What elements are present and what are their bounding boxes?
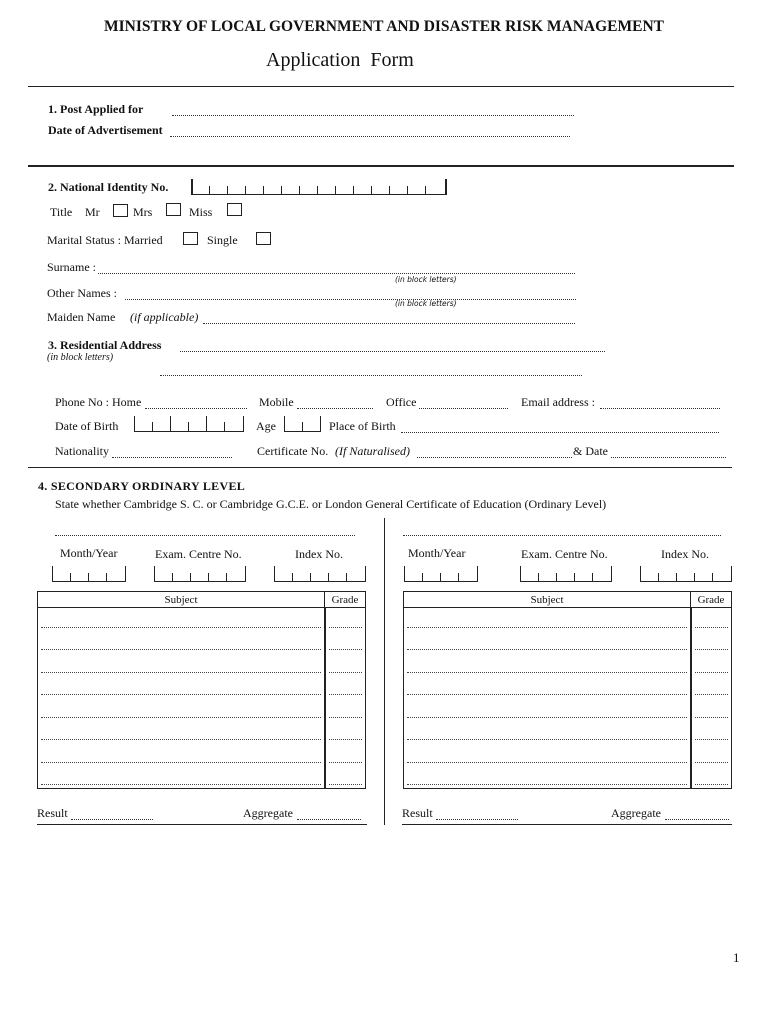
page-number: 1: [733, 950, 740, 965]
date-label: & Date: [573, 444, 608, 458]
exam-instruction: State whether Cambridge S. C. or Cambridge G.C.E. or London General Certificate of Education (Ordinary Level): [55, 497, 607, 511]
residential-address-field-2[interactable]: [160, 364, 582, 376]
post-applied-field[interactable]: [172, 104, 574, 116]
exam-centre-field-right[interactable]: [520, 566, 612, 582]
grade-cell[interactable]: [691, 743, 732, 766]
grade-cell[interactable]: [691, 766, 732, 789]
phone-home-label: Phone No : Home: [55, 395, 142, 409]
result-label: Result: [37, 806, 68, 820]
subject-cell[interactable]: [38, 653, 325, 676]
if-naturalised-note: (If Naturalised): [335, 444, 410, 458]
subject-cell[interactable]: [38, 608, 325, 631]
aggregate-label: Aggregate: [243, 806, 293, 820]
grade-cell[interactable]: [325, 608, 366, 631]
grade-cell[interactable]: [325, 721, 366, 744]
divider: [37, 824, 367, 825]
grade-header: Grade: [691, 592, 732, 608]
month-year-label: Month/Year: [408, 546, 466, 560]
divider: [28, 86, 734, 87]
office-label: Office: [386, 395, 417, 409]
subject-cell[interactable]: [38, 743, 325, 766]
date-advertisement-label: Date of Advertisement: [48, 123, 163, 137]
exam-type-field-right[interactable]: [403, 524, 721, 536]
grade-cell[interactable]: [691, 698, 732, 721]
maiden-name-label: Maiden Name: [47, 310, 116, 324]
married-checkbox[interactable]: [183, 232, 198, 245]
subject-cell[interactable]: [404, 608, 691, 631]
certificate-label: Certificate No.: [257, 444, 329, 458]
grade-cell[interactable]: [325, 766, 366, 789]
date-advertisement-field[interactable]: [170, 125, 570, 137]
nationality-field[interactable]: [112, 446, 232, 458]
index-no-field-right[interactable]: [640, 566, 732, 582]
mobile-field[interactable]: [297, 397, 373, 409]
subject-cell[interactable]: [404, 653, 691, 676]
result-label: Result: [402, 806, 433, 820]
single-checkbox[interactable]: [256, 232, 271, 245]
form-title: Application Form: [266, 49, 414, 71]
date-field[interactable]: [611, 446, 726, 458]
grade-cell[interactable]: [691, 653, 732, 676]
if-applicable-note: (if applicable): [130, 310, 199, 324]
other-names-field[interactable]: [125, 288, 576, 300]
residential-address-label: 3. Residential Address: [48, 338, 162, 352]
aggregate-field-right[interactable]: [665, 808, 729, 820]
grade-cell[interactable]: [325, 698, 366, 721]
subject-grade-table-right: [403, 591, 732, 789]
divider: [28, 467, 732, 468]
subject-cell[interactable]: [404, 766, 691, 789]
subject-cell[interactable]: [38, 676, 325, 699]
month-year-field-left[interactable]: [52, 566, 126, 582]
title-mrs-checkbox[interactable]: [166, 203, 181, 216]
place-of-birth-label: Place of Birth: [329, 419, 396, 433]
block-letters-note: (in block letters): [395, 275, 457, 284]
column-divider: [384, 518, 385, 825]
subject-cell[interactable]: [404, 721, 691, 744]
subject-header: Subject: [38, 592, 325, 608]
grade-cell[interactable]: [691, 721, 732, 744]
dob-label: Date of Birth: [55, 419, 119, 433]
title-miss-label: Miss: [189, 205, 213, 219]
subject-cell[interactable]: [38, 766, 325, 789]
title-mr-label: Mr: [85, 205, 100, 219]
ministry-title: MINISTRY OF LOCAL GOVERNMENT AND DISASTER RISK MANAGEMENT: [104, 18, 664, 35]
grade-cell[interactable]: [691, 608, 732, 631]
nationality-label: Nationality: [55, 444, 109, 458]
month-year-field-right[interactable]: [404, 566, 478, 582]
office-field[interactable]: [419, 397, 508, 409]
secondary-level-heading: 4. SECONDARY ORDINARY LEVEL: [38, 479, 246, 493]
email-label: Email address :: [521, 395, 595, 409]
exam-centre-label: Exam. Centre No.: [155, 547, 242, 561]
subject-header: Subject: [404, 592, 691, 608]
surname-label: Surname :: [47, 260, 96, 274]
title-mr-checkbox[interactable]: [113, 204, 128, 217]
block-letters-note: (in block letters): [47, 352, 114, 363]
place-of-birth-field[interactable]: [401, 421, 719, 433]
certificate-field[interactable]: [417, 446, 572, 458]
subject-grade-table-left: [37, 591, 366, 789]
subject-cell[interactable]: [404, 631, 691, 654]
divider: [28, 165, 734, 167]
title-miss-checkbox[interactable]: [227, 203, 242, 216]
grade-cell[interactable]: [325, 676, 366, 699]
subject-cell[interactable]: [404, 676, 691, 699]
surname-field[interactable]: [98, 262, 575, 274]
grade-cell[interactable]: [325, 743, 366, 766]
subject-cell[interactable]: [38, 698, 325, 721]
subject-cell[interactable]: [404, 698, 691, 721]
grade-header: Grade: [325, 592, 366, 608]
index-no-label: Index No.: [295, 547, 343, 561]
index-no-label: Index No.: [661, 547, 709, 561]
exam-centre-label: Exam. Centre No.: [521, 547, 608, 561]
age-label: Age: [256, 419, 276, 433]
mobile-label: Mobile: [259, 395, 294, 409]
block-letters-note: (in block letters): [395, 299, 457, 308]
aggregate-label: Aggregate: [611, 806, 661, 820]
exam-centre-field-left[interactable]: [154, 566, 246, 582]
single-label: Single: [207, 233, 238, 247]
title-label: Title: [50, 205, 73, 219]
grade-cell[interactable]: [325, 631, 366, 654]
marital-status-label: Marital Status : Married: [47, 233, 163, 247]
result-field-left[interactable]: [71, 808, 153, 820]
title-mrs-label: Mrs: [133, 205, 153, 219]
divider: [402, 824, 732, 825]
national-id-field[interactable]: [191, 179, 447, 195]
index-no-field-left[interactable]: [274, 566, 366, 582]
month-year-label: Month/Year: [60, 546, 118, 560]
grade-cell[interactable]: [691, 631, 732, 654]
residential-address-field-1[interactable]: [180, 340, 605, 352]
grade-cell[interactable]: [691, 676, 732, 699]
national-id-label: 2. National Identity No.: [48, 180, 169, 194]
aggregate-field-left[interactable]: [297, 808, 361, 820]
subject-cell[interactable]: [38, 631, 325, 654]
maiden-name-field[interactable]: [203, 312, 575, 324]
subject-cell[interactable]: [38, 721, 325, 744]
result-field-right[interactable]: [436, 808, 518, 820]
dob-field[interactable]: [134, 416, 244, 432]
age-field[interactable]: [284, 416, 321, 432]
email-field[interactable]: [600, 397, 720, 409]
subject-cell[interactable]: [404, 743, 691, 766]
grade-cell[interactable]: [325, 653, 366, 676]
phone-home-field[interactable]: [145, 397, 247, 409]
other-names-label: Other Names :: [47, 286, 117, 300]
post-applied-label: 1. Post Applied for: [48, 102, 144, 116]
exam-type-field-left[interactable]: [55, 524, 355, 536]
